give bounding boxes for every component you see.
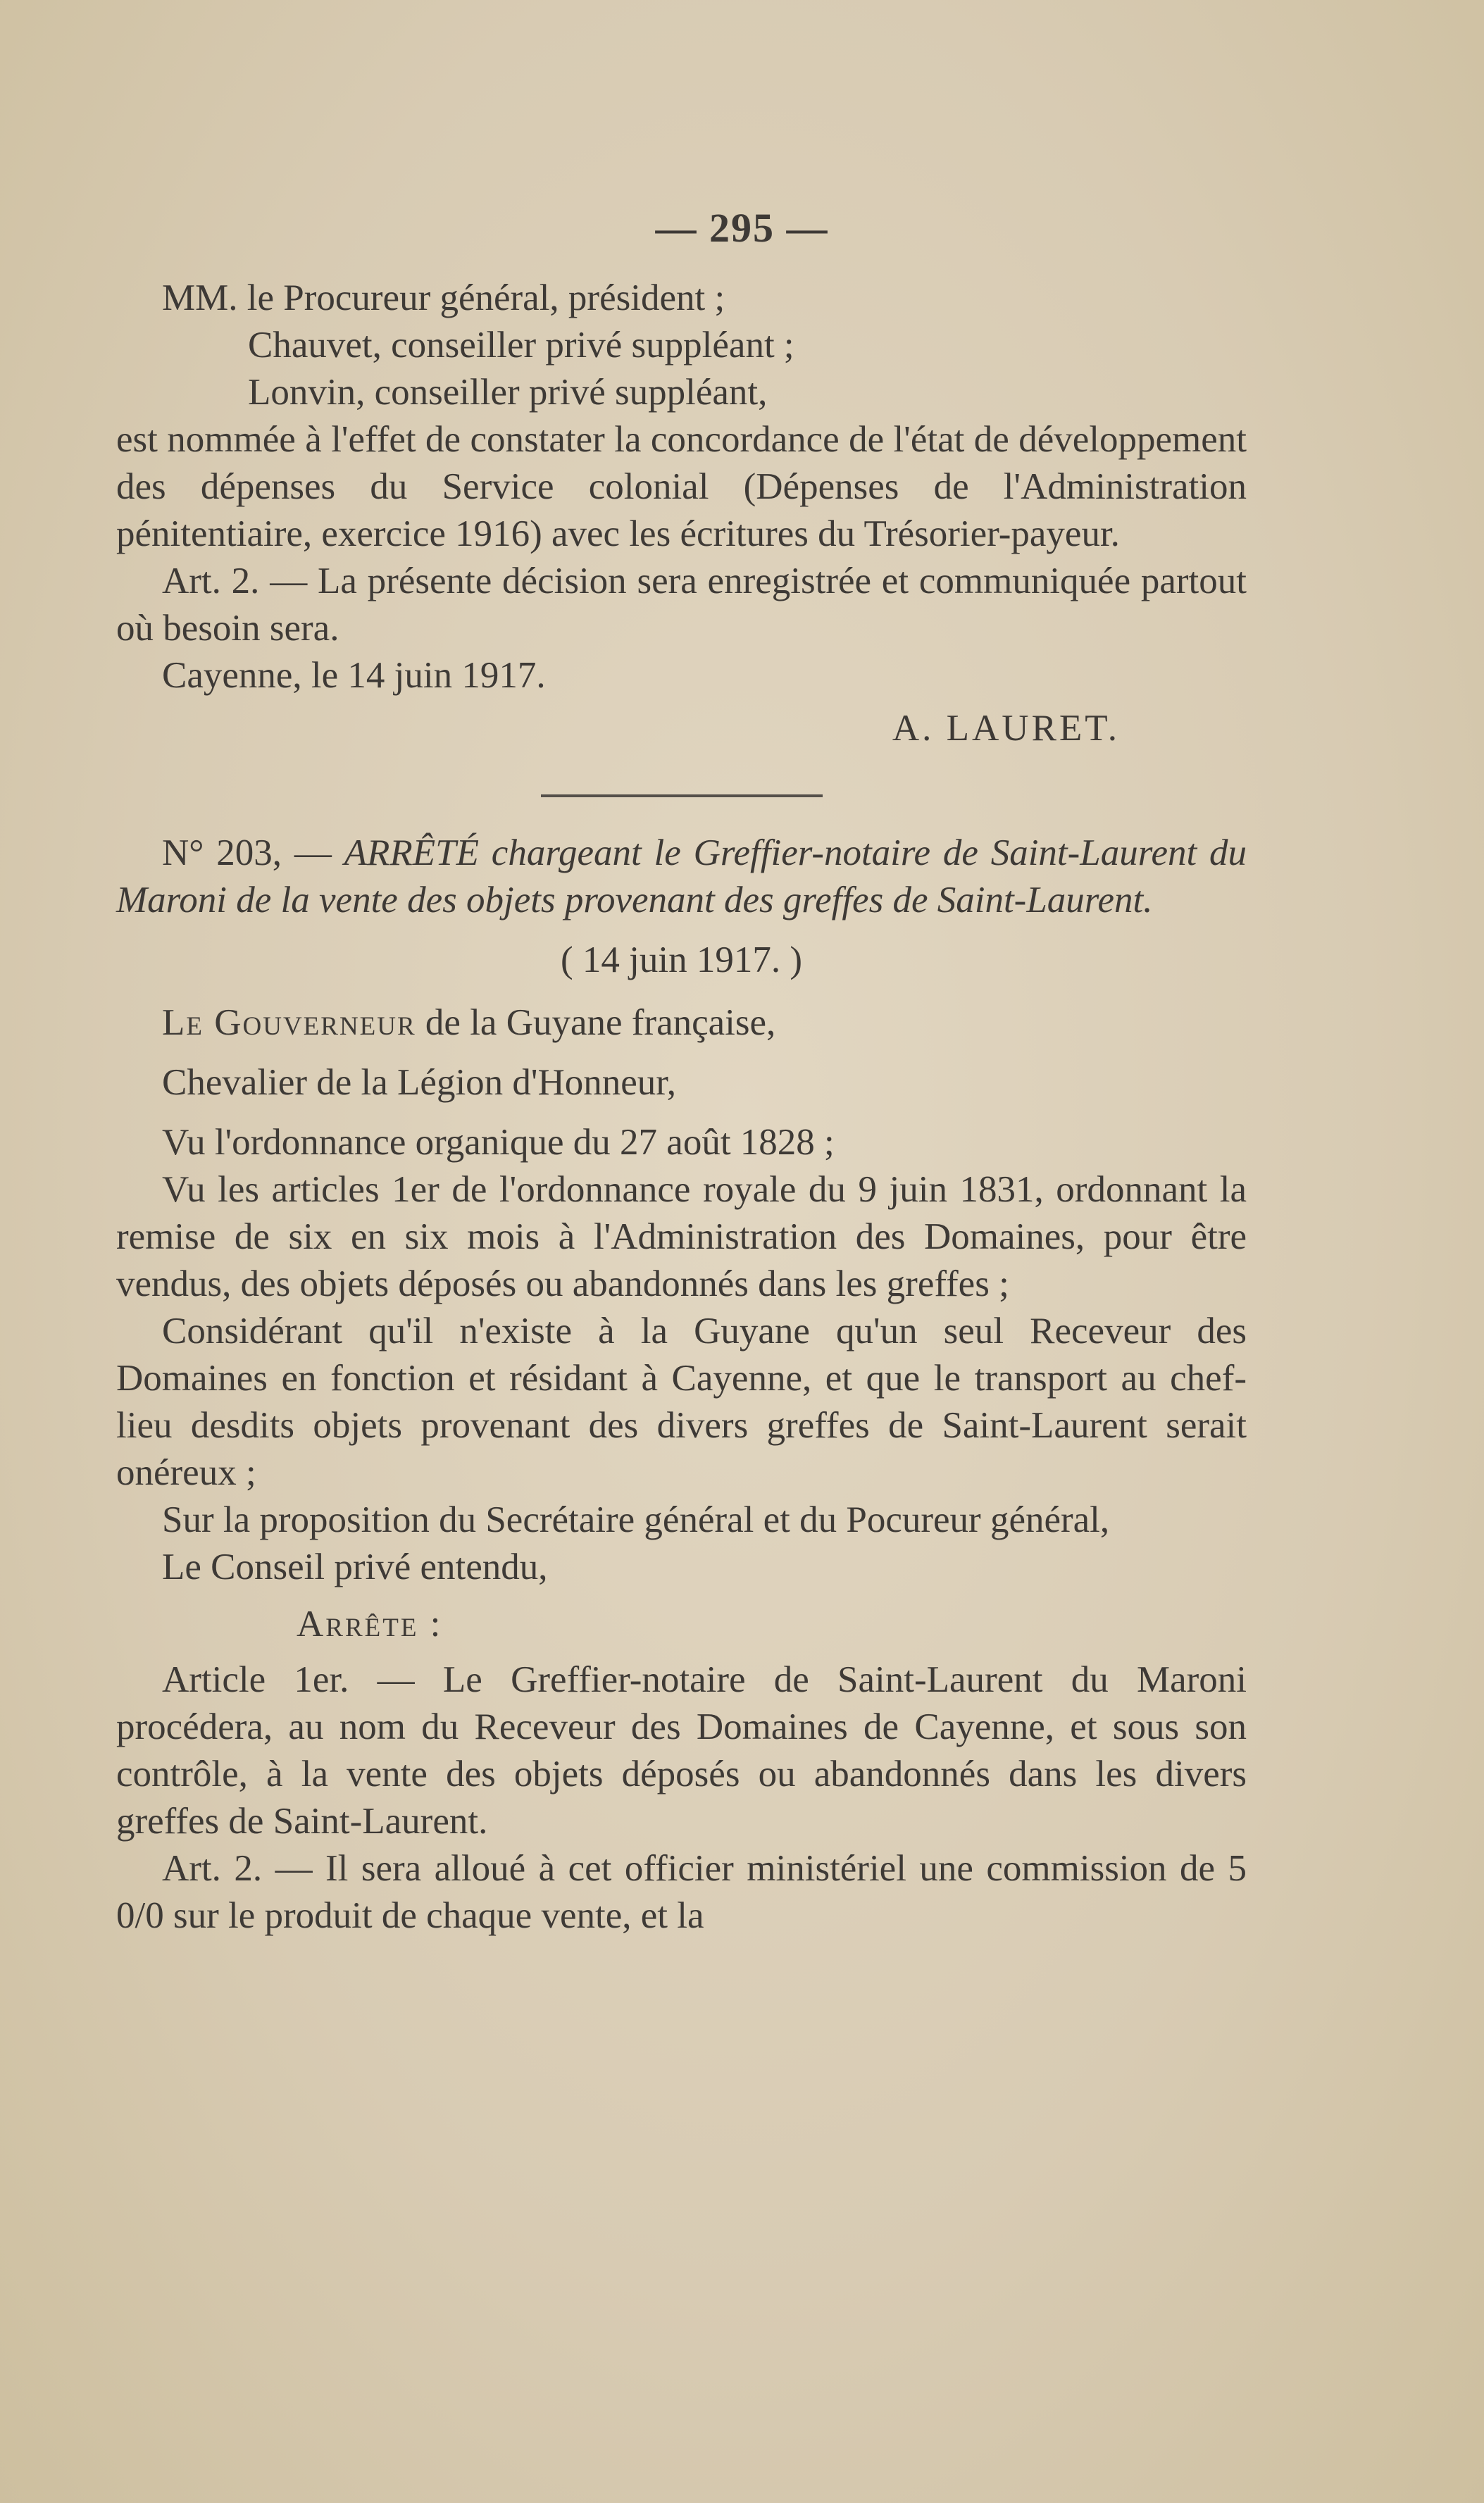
- signature: A. LAURET.: [892, 708, 1120, 749]
- proposition: Sur la proposition du Secrétaire général et du Pocureur général,: [162, 1499, 1110, 1540]
- page-number: — 295 —: [655, 205, 829, 251]
- conseil-prive: Le Conseil privé entendu,: [162, 1547, 548, 1587]
- considerant: Considérant qu'il n'existe à la Guyane qu'un seul Receveur des Domaines en fonction et résidant à Cayenne, et que le transport au chef-lieu desdits objets provenant des divers greffes de Saint-Laurent serait onéreux ;: [116, 1311, 1247, 1493]
- section-divider: [541, 794, 823, 797]
- chevalier-line: Chevalier de la Légion d'Honneur,: [162, 1062, 677, 1103]
- decision-article-2: Art. 2. — La présente décision sera enregistrée et communiquée partout où besoin sera.: [116, 561, 1247, 649]
- arrete-title: ARRÊTÉ chargeant le Greffier-notaire de Saint-Laurent du Maroni de la vente des objets provenant des greffes de Saint-Laurent.: [116, 832, 1247, 920]
- arrete-number: N° 203, —: [162, 832, 332, 873]
- article-1: Article 1er. — Le Greffier-notaire de Saint-Laurent du Maroni procédera, au nom du Receveur des Domaines de Cayenne, et sous son contrôle, à la vente des objets déposés ou abandonnés dans les divers greffes de Saint-Laurent.: [116, 1659, 1247, 1842]
- member-line-lonvin: Lonvin, conseiller privé suppléant,: [248, 372, 768, 413]
- page-body: [116, 275, 1247, 1940]
- article-2: Art. 2. — Il sera alloué à cet officier ministériel une commission de 5 0/0 sur le produit de chaque vente, et la: [116, 1848, 1247, 1936]
- gouverneur-line: [116, 999, 1247, 1047]
- member-line-president: MM. le Procureur général, président ;: [162, 277, 725, 318]
- decision-paragraph: est nommée à l'effet de constater la concordance de l'état de développement des dépenses du Service colonial (Dépenses de l'Administration pénitentiaire, exercice 1916) avec les écritures du Trésorier-payeur.: [116, 419, 1247, 554]
- decision-date: Cayenne, le 14 juin 1917.: [162, 655, 546, 696]
- arrete-date: ( 14 juin 1917. ): [561, 940, 802, 980]
- arrete-heading: [116, 830, 1247, 924]
- gouverneur-title: Le Gouverneur: [162, 1002, 416, 1043]
- gouverneur-rest: de la Guyane française,: [416, 1002, 776, 1043]
- arrete-label: Arrête :: [297, 1604, 443, 1644]
- vu-articles: Vu les articles 1er de l'ordonnance royale du 9 juin 1831, ordonnant la remise de six en six mois à l'Administration des Domaines, pour être vendus, des objets déposés ou abandonnés dans les greffes ;: [116, 1169, 1247, 1304]
- member-line-chauvet: Chauvet, conseiller privé suppléant ;: [248, 325, 794, 366]
- vu-ordonnance-organique: Vu l'ordonnance organique du 27 août 1828 ;: [162, 1122, 835, 1163]
